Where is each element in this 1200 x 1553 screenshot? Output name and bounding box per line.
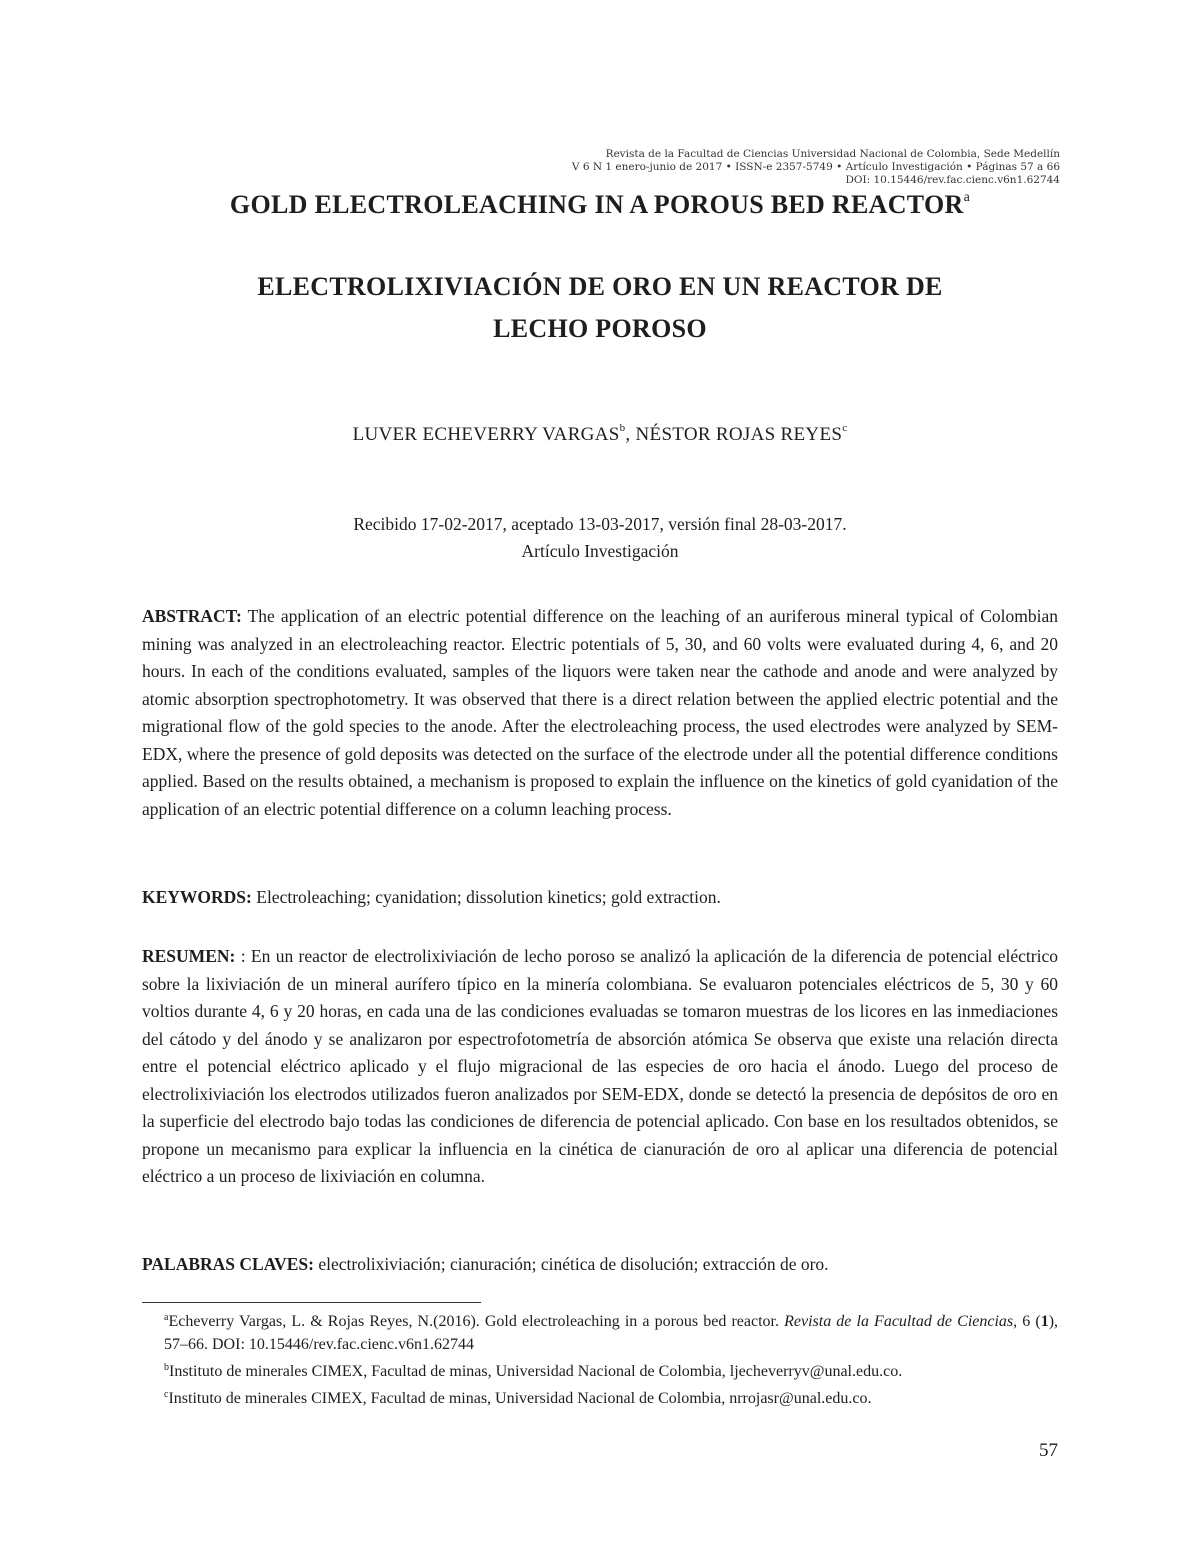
footnotes <box>142 1306 1058 1410</box>
palabras-paragraph <box>142 1251 1058 1279</box>
footnote-a-journal: Revista de la Facultad de Ciencias <box>784 1313 1014 1330</box>
footnote-c-mark: c <box>164 1389 169 1400</box>
title-spanish-line2: LECHO POROSO <box>493 314 707 343</box>
journal-header <box>572 148 1060 187</box>
footnote-a-text1: Echeverry Vargas, L. & Rojas Reyes, N.(2016). Gold electroleaching in a porous bed reactor. <box>168 1313 785 1330</box>
footnote-a-issue: 1 <box>1040 1313 1049 1330</box>
resumen-paragraph <box>142 943 1058 1191</box>
keywords-label: KEYWORDS: <box>142 887 252 907</box>
author-separator: , <box>625 424 636 445</box>
author-2-mark: c <box>842 422 848 434</box>
header-doi-line: DOI: 10.15446/rev.fac.cienc.v6n1.62744 <box>845 174 1060 186</box>
title-english-text: GOLD ELECTROLEACHING IN A POROUS BED REACTOR <box>229 190 964 219</box>
footnote-b-mark: b <box>164 1362 169 1373</box>
abstract-text: The application of an electric potential difference on the leaching of an auriferous mineral typical of Colombian mining was analyzed in an electroleaching reactor. Electric potentials of 5, 30, and 60 volts were evaluated during 4, 6, and 20 hours. In each of the conditions evaluated, samples of the liquors were taken near the cathode and anode and were analyzed by atomic absorption spectrophotometry. It was observed that there is a direct relation between the applied electric potential and the migrational flow of the gold species to the anode. After the electroleaching process, the used electrodes were analyzed by SEM-EDX, where the presence of gold deposits was detected on the surface of the electrode under all the potential difference conditions applied. Based on the results obtained, a mechanism is proposed to explain the influence on the kinetics of gold cyanidation of the application of an electric potential difference on a column leaching process. <box>142 606 1058 819</box>
header-journal-line: Revista de la Facultad de Ciencias Universidad Nacional de Colombia, Sede Medellín <box>605 148 1060 160</box>
footnote-b <box>142 1356 1058 1383</box>
footnote-rule <box>142 1302 481 1303</box>
keywords-text: Electroleaching; cyanidation; dissolution kinetics; gold extraction. <box>251 887 721 907</box>
footnote-a-text2: , 6 ( <box>1013 1313 1041 1330</box>
author-1-mark: b <box>619 422 626 434</box>
article-type: Artículo Investigación <box>521 541 679 561</box>
author-2: NÉSTOR ROJAS REYES <box>635 424 843 445</box>
title-english <box>100 190 1100 220</box>
authors-line <box>100 422 1100 446</box>
footnote-c-text: Instituto de minerales CIMEX, Facultad de minas, Universidad Nacional de Colombia, nrrojasr@unal.edu.co. <box>168 1390 872 1407</box>
keywords-paragraph <box>142 884 1058 912</box>
dates-block <box>100 511 1100 565</box>
palabras-label: PALABRAS CLAVES: <box>142 1254 314 1274</box>
footnote-a-mark: a <box>164 1312 169 1323</box>
footnote-a <box>142 1306 1058 1356</box>
title-spanish-line1: ELECTROLIXIVIACIÓN DE ORO EN UN REACTOR DE <box>257 272 943 301</box>
footnote-c <box>142 1383 1058 1410</box>
abstract-label: ABSTRACT: <box>142 606 242 626</box>
author-1: LUVER ECHEVERRY VARGAS <box>352 424 620 445</box>
received-dates: Recibido 17-02-2017, aceptado 13-03-2017, versión final 28-03-2017. <box>353 514 847 534</box>
resumen-label: RESUMEN: <box>142 946 236 966</box>
resumen-text: : En un reactor de electrolixiviación de lecho poroso se analizó la aplicación de la diferencia de potencial eléctrico sobre la lixiviación de un mineral aurífero típico en la minería colombiana. Se evaluaron potenciales eléctricos de 5, 30 y 60 voltios durante 4, 6 y 20 horas, en cada una de las condiciones evaluadas se tomaron muestras de los licores en las inmediaciones del cátodo y del ánodo y se analizaron por espectrofotometría de absorción atómica Se observa que existe una relación directa entre el potencial eléctrico aplicado y el flujo migracional de las especies de oro hacia el ánodo. Luego del proceso de electrolixiviación los electrodos utilizados fueron analizados por SEM-EDX, donde se detectó la presencia de depósitos de oro en la superficie del electrodo bajo todas las condiciones de diferencia de potencial aplicado. Con base en los resultados obtenidos, se propone un mecanismo para explicar la influencia en la cinética de cianuración de oro al aplicar una diferencia de potencial eléctrico a un proceso de lixiviación en columna. <box>142 946 1058 1186</box>
footnote-b-text: Instituto de minerales CIMEX, Facultad de minas, Universidad Nacional de Colombia, ljecheverryv@unal.edu.co. <box>169 1363 903 1380</box>
footnote-a-text3: ), 57–66. DOI: 10.15446/rev.fac.cienc.v6n1.62744 <box>164 1313 1059 1353</box>
page-number: 57 <box>1039 1440 1058 1461</box>
title-footnote-mark: a <box>963 190 971 205</box>
palabras-text: electrolixiviación; cianuración; cinética de disolución; extracción de oro. <box>313 1254 829 1274</box>
title-spanish <box>100 266 1100 350</box>
abstract-paragraph <box>142 603 1058 823</box>
header-issue-line: V 6 N 1 enero-junio de 2017 • ISSN-e 2357-5749 • Artículo Investigación • Páginas 57 a 66 <box>571 161 1060 173</box>
